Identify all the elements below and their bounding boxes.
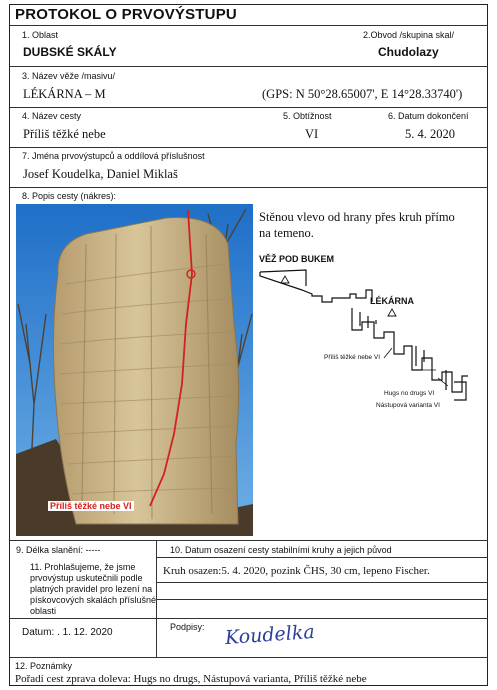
photo-route-label: Příliš těžké nebe VI — [50, 501, 132, 511]
declaration-text: pískovcových skalách příslušné — [30, 595, 157, 605]
grade-label: 5. Obtížnost — [283, 111, 332, 121]
sketch-route-b-label: Hugs no drugs VI — [384, 390, 435, 397]
signing-date: Datum: . 1. 12. 2020 — [22, 627, 113, 638]
bolts-value: Kruh osazen:5. 4. 2020, pozink ČHS, 30 cm, lepeno Fischer. — [163, 565, 430, 577]
gps-value: (GPS: N 50°28.65007', E 14°28.33740') — [262, 87, 463, 101]
route-sketch — [256, 250, 478, 430]
date-label: 6. Datum dokončení — [388, 111, 469, 121]
divider — [9, 66, 488, 67]
triangle-icon — [281, 276, 289, 283]
tower-label: 3. Název věže /masivu/ — [22, 71, 116, 81]
divider — [156, 557, 488, 558]
notes-value: Pořadí cest zprava doleva: Hugs no drugs, Nástupová varianta, Příliš těžké nebe — [15, 673, 367, 685]
declaration-text: 11. Prohlašujeme, že jsme — [30, 562, 136, 572]
climbers-value: Josef Koudelka, Daniel Miklaš — [23, 167, 178, 181]
district-value: Chudolazy — [378, 45, 439, 59]
sketch-tower1-label: VĚŽ POD BUKEM — [259, 254, 335, 264]
date-value: 5. 4. 2020 — [405, 127, 455, 141]
grade-value: VI — [305, 127, 319, 141]
triangle-icon — [388, 309, 396, 316]
signature: Koudelka — [224, 620, 316, 650]
climbers-label: 7. Jména prvovýstupců a oddílová příslušnost — [22, 151, 205, 161]
rappel-label: 9. Délka slanění: ----- — [16, 545, 101, 555]
bolts-label: 10. Datum osazení cesty stabilními kruhy a jejich původ — [170, 545, 392, 555]
sketch-route-a-label: Příliš těžké nebe VI — [324, 354, 380, 361]
declaration-text: platných pravidel pro lezení na — [30, 584, 153, 594]
divider — [9, 187, 488, 188]
route-name-label: 4. Název cesty — [22, 111, 82, 121]
sketch-tower2-label: LÉKÁRNA — [370, 296, 414, 306]
declaration-text: prvovýstup uskutečnili podle — [30, 573, 143, 583]
divider — [156, 599, 488, 600]
description-text: na temeno. — [259, 226, 314, 240]
description-text: Stěnou vlevo od hrany přes kruh přímo — [259, 210, 455, 224]
rock-photo — [16, 204, 253, 536]
signature-label: Podpisy: — [170, 622, 205, 632]
route-name-value: Příliš těžké nebe — [23, 127, 106, 141]
declaration-text: oblasti — [30, 606, 57, 616]
district-label: 2.Obvod /skupina skal/ — [363, 30, 455, 40]
divider — [156, 540, 157, 657]
divider — [9, 618, 488, 619]
notes-label: 12. Poznámky — [15, 661, 73, 671]
divider — [156, 582, 488, 583]
page-title: PROTOKOL O PRVOVÝSTUPU — [15, 6, 237, 23]
sketch-route-c-label: Nástupová varianta VI — [376, 402, 440, 409]
area-label: 1. Oblast — [22, 30, 59, 40]
tower-value: LÉKÁRNA – M — [23, 87, 106, 101]
divider — [9, 657, 488, 658]
divider — [9, 25, 488, 26]
divider — [9, 540, 488, 541]
divider — [9, 147, 488, 148]
description-label: 8. Popis cesty (nákres): — [22, 191, 117, 201]
divider — [9, 107, 488, 108]
area-value: DUBSKÉ SKÁLY — [23, 45, 117, 59]
